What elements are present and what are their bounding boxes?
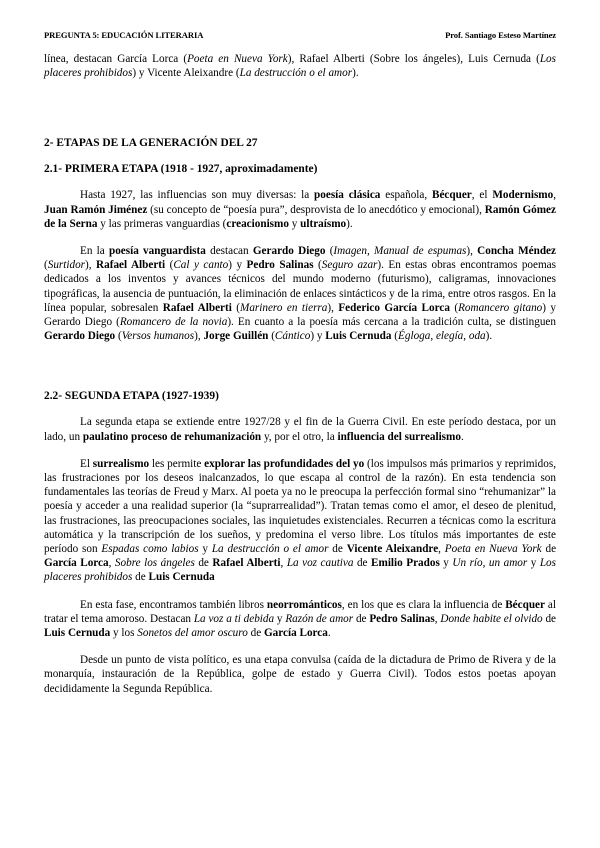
paragraph-surrealism: El surrealismo les permite explorar las profundidades del yo (los impulsos más primarios y reprimidos, las frustraciones por los deseos inalcanzados, lo que escapa al control de la razón). En esta tendencia son fundamentales las teorías de Freud y Marx. Al poeta ya no le preocupa la perfección formal sino “rehumanizar” la poesía y acceder a una realidad superior (la “suprarrealidad”). Tratan temas como el amor, el deseo de plenitud, las frustraciones, las preocupaciones sociales, las inquietudes existenciales. Recurren a técnicas como la escritura automática y la transcripción de los sueños, y predomina el verso libre. Los títulos más importantes de este período son Espadas como labios y La destrucción o el amor de Vicente Aleixandre, Poeta en Nueva York de García Lorca, Sobre los ángeles de Rafael Alberti, La voz cautiva de Emilio Prados y Un río, un amor y Los placeres prohibidos de Luis Cernuda (44, 457, 557, 584)
page-header (44, 30, 556, 44)
intro-paragraph: línea, destacan García Lorca (Poeta en Nueva York), Rafael Alberti (Sobre los ángeles), Luis Cernuda (Los placeres prohibidos) y Vicente Aleixandre (La destrucción o el amor). (44, 53, 556, 80)
section-title: 2- ETAPAS DE LA GENERACIÓN DEL 27 (44, 137, 258, 150)
paragraph-influences: Hasta 1927, las influencias son muy diversas: la poesía clásica española, Bécquer, el Modernismo, Juan Ramón Jiménez (su concepto de “poesía pura”, desprovista de lo anecdótico y emocional), Ramón Gómez de la Serna y las primeras vanguardias (creacionismo y ultraísmo). (44, 189, 557, 230)
paragraph-vanguard-poetry: En la poesía vanguardista destacan Gerardo Diego (Imagen, Manual de espumas), Concha Méndez (Surtidor), Rafael Alberti (Cal y canto) y Pedro Salinas (Seguro azar). En estas obras encontramos poemas dedicados a los inventos y avances técnicos del mundo moderno (futurismo), caligramas, innovaciones tipográficas, la ausencia de puntuación, la eliminación de enlaces sintácticos y de la rima, entre otros rasgos. En la línea popular, sobresalen Rafael Alberti (Marinero en tierra), Federico García Lorca (Romancero gitano) y Gerardo Diego (Romancero de la novia). En cuanto a la poesía más cercana a la tradición culta, se distinguen Gerardo Diego (Versos humanos), Jorge Guillén (Cántico) y Luis Cernuda (Égloga, elegía, oda). (44, 245, 557, 343)
header-author: Prof. Santiago Esteso Martínez (445, 30, 556, 40)
subsection-title-first-stage: 2.1- PRIMERA ETAPA (1918 - 1927, aproximadamente) (44, 163, 318, 176)
paragraph-second-stage-intro: La segunda etapa se extiende entre 1927/28 y el fin de la Guerra Civil. En este período destaca, por un lado, un paulatino proceso de rehumanización y, por el otro, la influencia del surrealismo. (44, 416, 556, 443)
subsection-title-second-stage: 2.2- SEGUNDA ETAPA (1927-1939) (44, 390, 219, 403)
paragraph-political-context: Desde un punto de vista político, es una etapa convulsa (caída de la dictadura de Primo de Rivera y de la monarquía, instauración de la República, golpe de estado y Guerra Civil). Todos estos poetas apoyan decididamente la Segunda República. (44, 654, 556, 695)
document-body (44, 52, 556, 696)
header-subject: PREGUNTA 5: EDUCACIÓN LITERARIA (44, 30, 204, 40)
paragraph-neoromantic: En esta fase, encontramos también libros neorrománticos, en los que es clara la influencia de Bécquer al tratar el tema amoroso. Destacan La voz a ti debida y Razón de amor de Pedro Salinas, Donde habite el olvido de Luis Cernuda y los Sonetos del amor oscuro de García Lorca. (44, 598, 557, 640)
